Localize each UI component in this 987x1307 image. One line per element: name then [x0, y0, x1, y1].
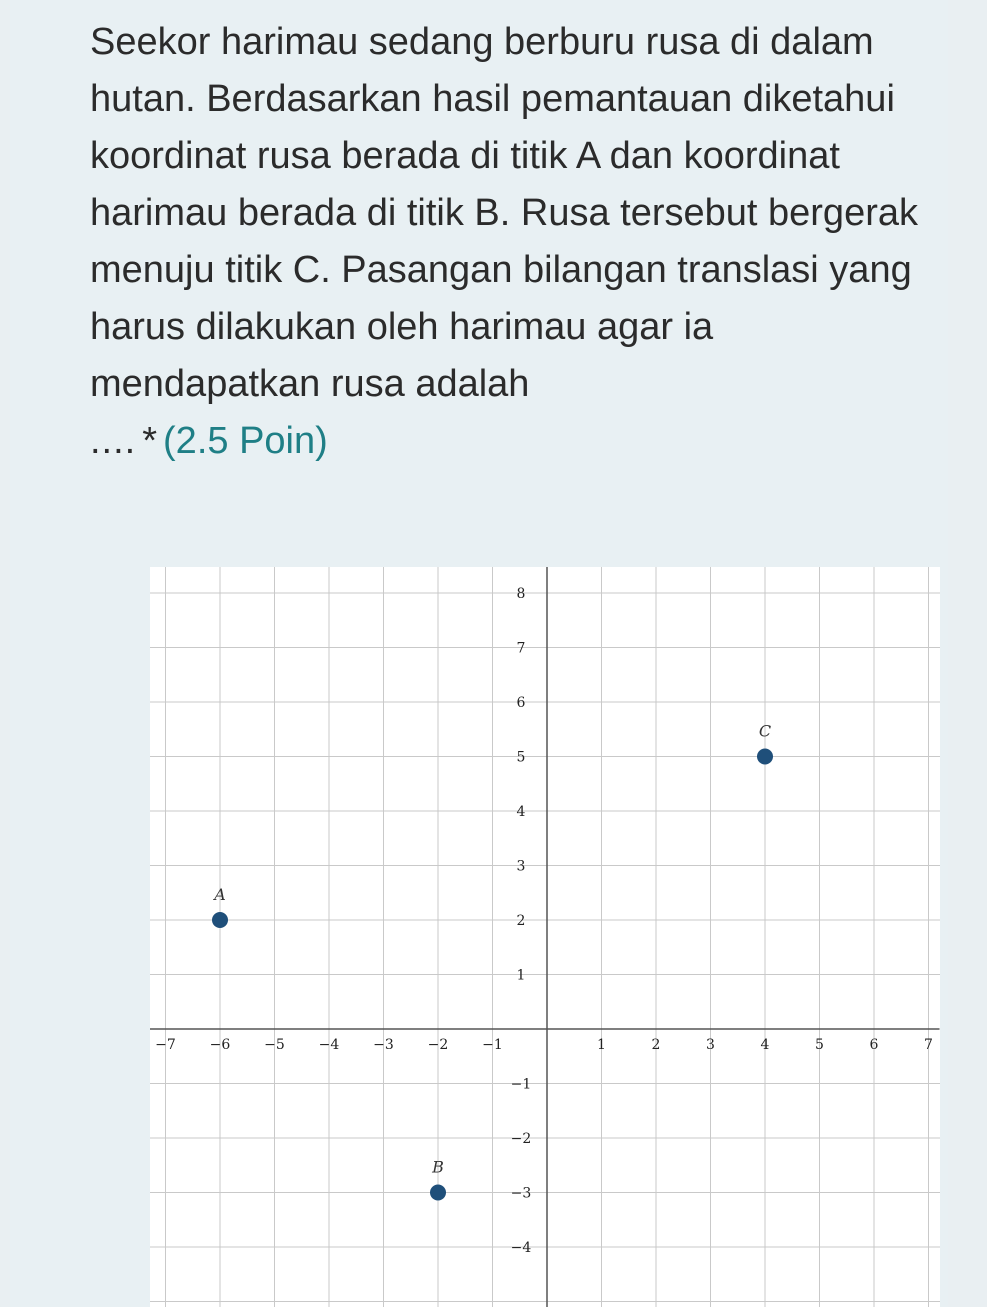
x-tick-label: −4 — [318, 1037, 340, 1053]
x-tick-label: −7 — [155, 1037, 176, 1053]
question-text — [90, 14, 920, 470]
y-tick-label: 8 — [516, 586, 526, 602]
required-mark: * — [142, 420, 158, 462]
x-tick-label: −1 — [482, 1037, 503, 1053]
y-tick-label: 2 — [516, 913, 526, 929]
y-tick-label: 1 — [516, 967, 526, 984]
question-stem: Seekor harimau sedang berburu rusa di dalam hutan. Berdasarkan hasil pemantauan diketahui koordinat rusa berada di titik A dan koordinat harimau berada di titik B. Rusa tersebut bergerak menuju titik C. Pasangan bilangan translasi yang harus dilakukan oleh harimau agar ia mendapatkan rusa adalah — [90, 21, 918, 405]
y-tick-label: 7 — [516, 640, 526, 657]
point-a — [212, 912, 228, 928]
x-tick-label: −2 — [427, 1037, 449, 1053]
coordinate-plane — [150, 567, 940, 1307]
x-tick-label: 7 — [924, 1037, 933, 1053]
x-tick-label: −3 — [373, 1037, 394, 1053]
point-label-b: B — [432, 1157, 444, 1177]
x-tick-label: 1 — [597, 1037, 606, 1053]
answer-blank: .... — [90, 420, 137, 462]
x-tick-label: 2 — [651, 1037, 661, 1053]
y-tick-label: 6 — [516, 695, 526, 711]
coordinate-graph — [150, 567, 940, 1307]
x-tick-label: −5 — [264, 1037, 285, 1053]
y-tick-label: −4 — [510, 1240, 532, 1256]
x-tick-label: 6 — [869, 1037, 879, 1053]
point-label-c: C — [758, 721, 772, 741]
y-tick-label: 5 — [516, 749, 526, 766]
point-b — [430, 1185, 446, 1201]
y-tick-label: −3 — [510, 1185, 532, 1202]
y-tick-label: −2 — [510, 1131, 532, 1147]
point-c — [757, 749, 773, 765]
points-label: (2.5 Poin) — [163, 420, 328, 462]
y-tick-label: 3 — [516, 858, 526, 875]
y-tick-label: −1 — [510, 1076, 532, 1093]
x-tick-label: −6 — [209, 1037, 231, 1053]
x-tick-label: 5 — [815, 1037, 824, 1053]
point-label-a: A — [214, 885, 226, 904]
x-tick-label: 3 — [706, 1037, 715, 1053]
y-tick-label: 4 — [516, 804, 526, 820]
x-tick-label: 4 — [760, 1037, 770, 1053]
